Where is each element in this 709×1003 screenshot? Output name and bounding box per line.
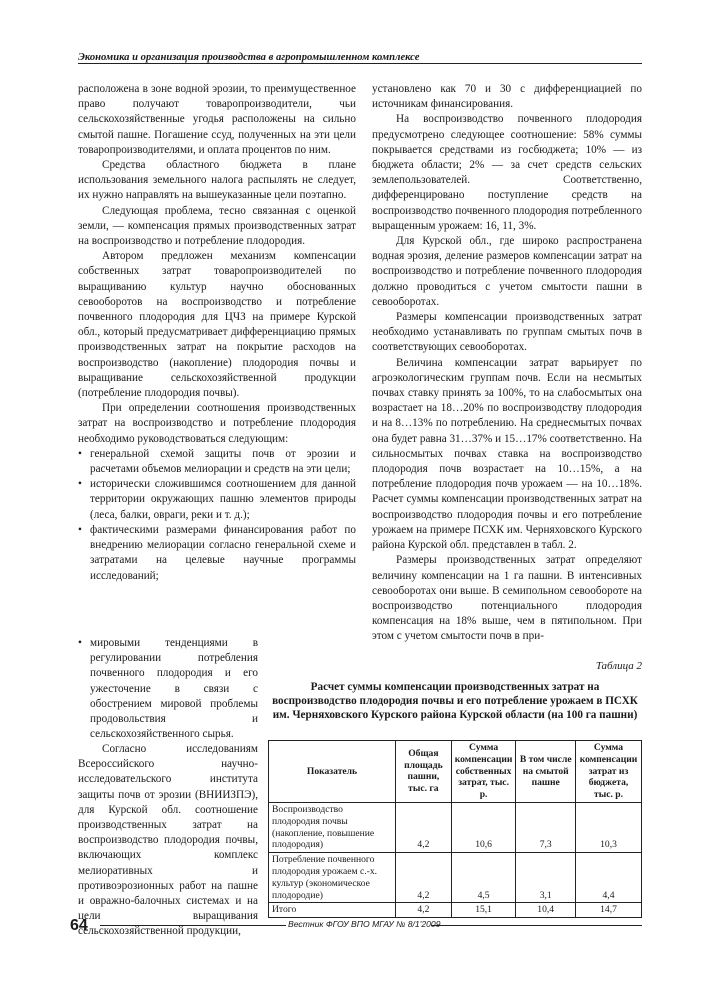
- list-item: • мировыми тенденциями в регулировании потребления почвенного плодородия и его ужесточение в связи с обострением мировой проблемы продовольствия и сельскохозяйственного сырья.: [78, 637, 258, 741]
- table-cell: 4,5: [451, 853, 516, 903]
- table-cell: 4,2: [396, 903, 452, 918]
- list-item: • фактическими размерами финансирования работ по внедрению мелиорации согласно генеральной схеме и затратами на целевые научные программы исследований;: [78, 523, 356, 582]
- paragraph: установлено как 70 и 30 с дифференциацией по источникам финансирования.: [372, 83, 642, 111]
- paragraph: Величина компенсации затрат варьирует по агроэкологическим группам почв. Если на несмытых почвах ставку принять за 100%, то на слабосмытых она возрастает на 18…20% по воспроизводству плодородия и на 8…13% по потреблению. На среднесмытых почвах она будет равна 31…37% и 15…17% соответственно. На сильносмытых почвах ставка на воспроизводство плодородия почв возрастает на 10…15%, а на потребление плодородия почв урожаем — на 10…18%. Расчет суммы компенсации производственных затрат на воспроизводство плодородия почвы и его потребление урожаем на примере ПСХК им. Черняховского Курского района Курской обл. представлен в табл. 2.: [372, 356, 642, 552]
- list-item: • генеральной схемой защиты почв от эрозии и расчетами объемов мелиорации и средств на эти цели;: [78, 447, 356, 476]
- table-cell: 4,2: [396, 853, 452, 903]
- paragraph: Согласно исследованиям Всероссийского научно-исследовательского института защиты почв от эрозии (ВНИИЗПЭ), для Курской обл. соотношение производственных затрат на воспроизводство плодородия почвы, включающих комплекс мелиоративных и противоэрозионных работ на пашне и овражно-балочных системах и на цели выращивания сельскохозяйственной продукции,: [78, 743, 258, 938]
- table-row: [269, 802, 642, 852]
- table-row: [269, 853, 642, 903]
- bullet-icon: •: [78, 523, 82, 536]
- paragraph: расположена в зоне водной эрозии, то преимущественное право получают товаропроизводители, чьи сельскохозяйственные угодья расположены на сильно смытой пашне. Погашение ссуд, полученных на эти цели товаропроизводителями, и оплата процентов по ним.: [78, 83, 356, 156]
- column-header: В том числе на смытой пашне: [516, 741, 576, 803]
- paragraph: Следующая проблема, тесно связанная с оценкой земли, — компенсация прямых производственных затрат на воспроизводство и потребление плодородия.: [78, 204, 356, 248]
- page-number: 64: [70, 917, 88, 934]
- table-label: Таблица 2: [595, 660, 642, 672]
- bullet-icon: •: [78, 447, 82, 460]
- footer-rule: [100, 925, 286, 926]
- header-rule: [78, 63, 642, 64]
- bullet-icon: •: [78, 637, 82, 649]
- running-header: Экономика и организация производства в агропромышленном комплексе: [78, 52, 420, 63]
- column-header: Общая площадь пашни, тыс. га: [396, 741, 452, 803]
- paragraph: При определении соотношения производственных затрат на воспроизводство и потребление плодородия необходимо руководствоваться следующим:: [78, 402, 356, 445]
- table-cell: 10,6: [451, 802, 516, 852]
- table-cell: 3,1: [516, 853, 576, 903]
- bullet-list: [78, 447, 356, 584]
- paragraph: Размеры производственных затрат определяют величину компенсации на 1 га пашни. В интенсивных севооборотах они выше. В семипольном севообороте на воспроизводство потенциального плодородия компенсация на 18% выше, чем в пятипольном. При этом с учетом смытости почв в при-: [372, 554, 642, 643]
- table-cell: 7,3: [516, 802, 576, 852]
- paragraph: Автором предложен механизм компенсации собственных затрат товаропроизводителей по выращиванию культур научно обоснованных севооборотов на воспроизводство и потребление почвенного плодородия для ЦЧЗ на примере Курской обл., который предусматривает дифференциацию прямых производственных затрат на покрытие расходов на воспроизводство (накопление) плодородия почвы и выращивание сельскохозяйственной продукции (потребление плодородия почвы).: [78, 250, 356, 400]
- table-cell: 4,2: [396, 802, 452, 852]
- left-column: [78, 82, 356, 584]
- table-cell: 15,1: [451, 903, 516, 918]
- table-cell: 4,4: [576, 853, 642, 903]
- table-title: Расчет суммы компенсации производственных затрат на воспроизводство плодородия почвы и его потребление урожаем в ПСХК им. Черняховского Курского района Курской области (на 100 га пашни): [272, 681, 638, 721]
- data-table: [268, 740, 642, 918]
- paragraph: Размеры компенсации производственных затрат необходимо устанавливать по группам смытых почв в соответствующих севооборотах.: [372, 311, 642, 354]
- table-cell: Воспроизводство плодородия почвы (накопление, повышение плодородия): [269, 802, 396, 852]
- bullet-icon: •: [78, 478, 82, 491]
- column-header: Показатель: [269, 741, 396, 803]
- column-header: Сумма компенсации собственных затрат, тыс. р.: [451, 741, 516, 803]
- table-row: [269, 903, 642, 918]
- table-cell: 10,3: [576, 802, 642, 852]
- table-cell: 14,7: [576, 903, 642, 918]
- paragraph: Для Курской обл., где широко распространена водная эрозия, деление размеров компенсации затрат на воспроизводство и потребление почвенного плодородия должно проводиться с учетом смытости пашни в севооборотах.: [372, 235, 642, 308]
- footer-rule: [431, 925, 642, 926]
- paragraph: Средства областного бюджета в плане использования земельного налога распылять не следует, их нужно направлять на вышеуказанные цели поэтапно.: [78, 159, 356, 202]
- table-header-row: [269, 741, 642, 803]
- paragraph: На воспроизводство почвенного плодородия предусмотрено следующее соотношение: 58% суммы покрывается средствами из госбюджета; 10% — из бюджета области; 2% — за счет средств сельских землепользователей. Соответственно, дифференцировано поступление средств на воспроизводство почвенного плодородия потребленного выращенным урожаем: 16, 11, 3%.: [372, 113, 642, 232]
- list-item: • исторически сложившимся соотношением для данной территории окружающих пашню элементов природы (леса, балки, овраги, реки и т. д.);: [78, 478, 356, 521]
- table-cell: 10,4: [516, 903, 576, 918]
- table-cell: Потребление почвенного плодородия урожаем с.-х. культур (экономическое плодородие): [269, 853, 396, 903]
- table-cell: Итого: [269, 903, 396, 918]
- column-header: Сумма компенсации затрат из бюджета, тыс. р.: [576, 741, 642, 803]
- right-column: [372, 82, 642, 645]
- journal-name: Вестник ФГОУ ВПО МГАУ № 8/1'2009: [288, 919, 441, 929]
